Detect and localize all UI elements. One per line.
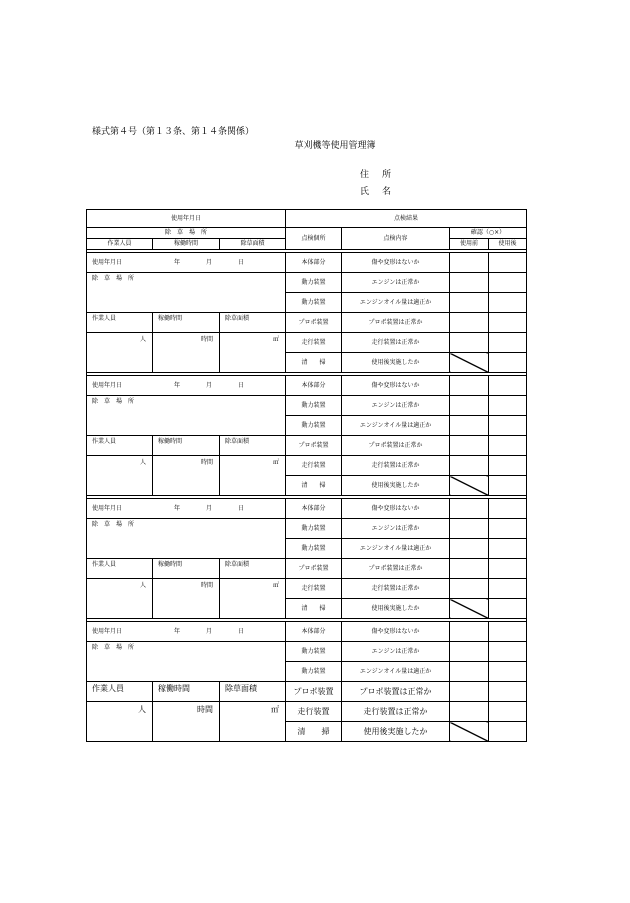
record-row (87, 622, 527, 642)
usage-date-cell[interactable] (87, 253, 286, 273)
inspection-part: プロポ装置 (286, 313, 342, 333)
inspection-item: エンジンオイル量は適正か (342, 539, 450, 559)
before-use-check[interactable] (450, 456, 489, 476)
workers-cell[interactable]: 作業人員 (87, 313, 153, 333)
inspection-item: エンジンオイル量は適正か (342, 662, 450, 682)
inspection-item: 使用後実施したか (342, 722, 450, 742)
inspection-part: 動力装置 (286, 416, 342, 436)
before-use-check[interactable] (450, 559, 489, 579)
inspection-item: 走行装置は正常か (342, 456, 450, 476)
address-label: 住 所 (360, 170, 394, 180)
workers-value[interactable]: 人 (87, 579, 153, 619)
inspection-part: プロポ装置 (286, 559, 342, 579)
after-use-check[interactable] (489, 682, 527, 702)
inspection-part: 動力装置 (286, 293, 342, 313)
before-use-check[interactable] (450, 416, 489, 436)
record-row (87, 519, 527, 539)
inspection-part: 本体部分 (286, 376, 342, 396)
inspection-part: 本体部分 (286, 622, 342, 642)
day-label: 日 (238, 627, 245, 635)
inspection-part: 動力装置 (286, 662, 342, 682)
weeding-area-cell[interactable]: 除草面積 (220, 682, 286, 702)
before-use-check[interactable] (450, 293, 489, 313)
inspection-item: 傷や変形はないか (342, 376, 450, 396)
inspection-item: 走行装置は正常か (342, 579, 450, 599)
after-use-check[interactable] (489, 333, 527, 353)
after-use-check[interactable] (489, 499, 527, 519)
record-row (87, 559, 527, 579)
after-use-check[interactable] (489, 662, 527, 682)
year-label: 年 (174, 381, 181, 389)
usage-log-table (86, 209, 527, 742)
name-label: 氏 名 (360, 187, 394, 197)
workers-cell[interactable]: 作業人員 (87, 436, 153, 456)
header-before-use: 使用前 (450, 239, 489, 250)
header-weeding-place: 除 草 場 所 (87, 228, 286, 239)
before-use-check[interactable] (450, 253, 489, 273)
inspection-item: 傷や変形はないか (342, 499, 450, 519)
weeding-place-cell[interactable]: 除 草 場 所 (87, 519, 286, 559)
inspection-part: 走行装置 (286, 456, 342, 476)
before-use-check[interactable] (450, 599, 489, 619)
workers-cell[interactable]: 作業人員 (87, 559, 153, 579)
year-label: 年 (174, 627, 181, 635)
form-number: 様式第４号（第１３条、第１４条関係） (92, 127, 255, 137)
hours-value[interactable]: 時間 (153, 333, 220, 373)
month-label: 月 (206, 504, 213, 512)
workers-value[interactable]: 人 (87, 333, 153, 373)
header-operating-hours: 稼働時間 (153, 239, 220, 250)
before-use-check[interactable] (450, 273, 489, 293)
inspection-part: 本体部分 (286, 499, 342, 519)
after-use-check[interactable] (489, 476, 527, 496)
inspection-item: プロポ装置は正常か (342, 559, 450, 579)
area-value[interactable]: ㎡ (220, 579, 286, 619)
after-use-check[interactable] (489, 642, 527, 662)
after-use-check[interactable] (489, 456, 527, 476)
inspection-part: 動力装置 (286, 539, 342, 559)
after-use-check[interactable] (489, 579, 527, 599)
inspection-part: 動力装置 (286, 273, 342, 293)
after-use-check[interactable] (489, 273, 527, 293)
month-label: 月 (206, 381, 213, 389)
inspection-item: エンジンは正常か (342, 519, 450, 539)
inspection-item: プロポ装置は正常か (342, 436, 450, 456)
inspection-part: 動力装置 (286, 519, 342, 539)
month-label: 月 (206, 258, 213, 266)
before-use-check[interactable] (450, 396, 489, 416)
hours-value[interactable]: 時間 (153, 579, 220, 619)
after-use-check[interactable] (489, 293, 527, 313)
after-use-check[interactable] (489, 599, 527, 619)
usage-date-cell[interactable] (87, 376, 286, 396)
workers-value[interactable]: 人 (87, 702, 153, 742)
after-use-check[interactable] (489, 436, 527, 456)
workers-cell[interactable]: 作業人員 (87, 682, 153, 702)
inspection-part: 清 掃 (286, 599, 342, 619)
before-use-check[interactable] (450, 579, 489, 599)
before-use-check[interactable] (450, 519, 489, 539)
weeding-place-cell[interactable]: 除 草 場 所 (87, 396, 286, 436)
after-use-check[interactable] (489, 253, 527, 273)
record-row (87, 253, 527, 273)
header-confirm: 確認（○×） (450, 228, 527, 239)
inspection-part: 走行装置 (286, 702, 342, 722)
before-use-check[interactable] (450, 682, 489, 702)
area-value[interactable]: ㎡ (220, 702, 286, 742)
inspection-part: 走行装置 (286, 333, 342, 353)
inspection-item: エンジンオイル量は適正か (342, 416, 450, 436)
inspection-item: 使用後実施したか (342, 599, 450, 619)
record-row (87, 313, 527, 333)
after-use-check[interactable] (489, 539, 527, 559)
before-use-check[interactable] (450, 539, 489, 559)
before-use-check[interactable] (450, 642, 489, 662)
hours-value[interactable]: 時間 (153, 456, 220, 496)
after-use-check[interactable] (489, 396, 527, 416)
inspection-part: 清 掃 (286, 476, 342, 496)
after-use-check[interactable] (489, 559, 527, 579)
operating-hours-cell[interactable]: 稼働時間 (153, 559, 220, 579)
area-value[interactable]: ㎡ (220, 333, 286, 373)
inspection-part: プロポ装置 (286, 436, 342, 456)
usage-date-cell[interactable] (87, 499, 286, 519)
before-use-check[interactable] (450, 436, 489, 456)
record-row (87, 333, 527, 353)
inspection-part: 本体部分 (286, 253, 342, 273)
weeding-area-cell[interactable]: 除草面積 (220, 313, 286, 333)
after-use-check[interactable] (489, 313, 527, 333)
inspection-part: 動力装置 (286, 396, 342, 416)
usage-date-cell[interactable] (87, 622, 286, 642)
before-use-check[interactable] (450, 353, 489, 373)
after-use-check[interactable] (489, 702, 527, 722)
record-row (87, 642, 527, 662)
after-use-check[interactable] (489, 519, 527, 539)
header-weeding-area: 除草面積 (220, 239, 286, 250)
before-use-check[interactable] (450, 499, 489, 519)
after-use-check[interactable] (489, 353, 527, 373)
inspection-item: 走行装置は正常か (342, 702, 450, 722)
usage-date-label: 使用年月日 (92, 627, 123, 635)
header-workers: 作業人員 (87, 239, 153, 250)
day-label: 日 (238, 381, 245, 389)
record-row (87, 396, 527, 416)
inspection-item: 使用後実施したか (342, 476, 450, 496)
after-use-check[interactable] (489, 376, 527, 396)
hours-value[interactable]: 時間 (153, 702, 220, 742)
inspection-item: プロポ装置は正常か (342, 313, 450, 333)
operating-hours-cell[interactable]: 稼働時間 (153, 436, 220, 456)
inspection-item: エンジンオイル量は適正か (342, 293, 450, 313)
before-use-check[interactable] (450, 702, 489, 722)
area-value[interactable]: ㎡ (220, 456, 286, 496)
weeding-place-cell[interactable]: 除 草 場 所 (87, 642, 286, 682)
month-label: 月 (206, 627, 213, 635)
before-use-check[interactable] (450, 313, 489, 333)
header-usage-date: 使用年月日 (87, 210, 286, 228)
usage-date-label: 使用年月日 (92, 258, 123, 266)
before-use-check[interactable] (450, 662, 489, 682)
record-row (87, 436, 527, 456)
inspection-part: 走行装置 (286, 579, 342, 599)
year-label: 年 (174, 504, 181, 512)
inspection-item: エンジンは正常か (342, 396, 450, 416)
inspection-item: 傷や変形はないか (342, 253, 450, 273)
inspection-part: 清 掃 (286, 353, 342, 373)
record-row (87, 682, 527, 702)
header-after-use: 使用後 (489, 239, 527, 250)
inspection-item: プロポ装置は正常か (342, 682, 450, 702)
inspection-item: 使用後実施したか (342, 353, 450, 373)
weeding-area-cell[interactable]: 除草面積 (220, 436, 286, 456)
record-row (87, 376, 527, 396)
after-use-check[interactable] (489, 722, 527, 742)
operating-hours-cell[interactable]: 稼働時間 (153, 682, 220, 702)
header-inspection-result: 点検結果 (286, 210, 527, 228)
before-use-check[interactable] (450, 333, 489, 353)
inspection-item: 走行装置は正常か (342, 333, 450, 353)
before-use-check[interactable] (450, 722, 489, 742)
day-label: 日 (238, 258, 245, 266)
after-use-check[interactable] (489, 622, 527, 642)
inspection-item: エンジンは正常か (342, 273, 450, 293)
weeding-area-cell[interactable]: 除草面積 (220, 559, 286, 579)
workers-value[interactable]: 人 (87, 456, 153, 496)
usage-date-label: 使用年月日 (92, 504, 123, 512)
record-row (87, 702, 527, 722)
inspection-item: 傷や変形はないか (342, 622, 450, 642)
after-use-check[interactable] (489, 416, 527, 436)
day-label: 日 (238, 504, 245, 512)
record-row (87, 579, 527, 599)
record-row (87, 499, 527, 519)
operating-hours-cell[interactable]: 稼働時間 (153, 313, 220, 333)
header-inspection-item: 点検内容 (342, 228, 450, 250)
record-row (87, 273, 527, 293)
before-use-check[interactable] (450, 376, 489, 396)
record-row (87, 456, 527, 476)
before-use-check[interactable] (450, 622, 489, 642)
inspection-item: エンジンは正常か (342, 642, 450, 662)
year-label: 年 (174, 258, 181, 266)
inspection-part: 動力装置 (286, 642, 342, 662)
header-inspection-part: 点検個所 (286, 228, 342, 250)
usage-date-label: 使用年月日 (92, 381, 123, 389)
document-title: 草刈機等使用管理簿 (294, 141, 376, 151)
inspection-part: 清 掃 (286, 722, 342, 742)
before-use-check[interactable] (450, 476, 489, 496)
weeding-place-cell[interactable]: 除 草 場 所 (87, 273, 286, 313)
inspection-part: プロポ装置 (286, 682, 342, 702)
